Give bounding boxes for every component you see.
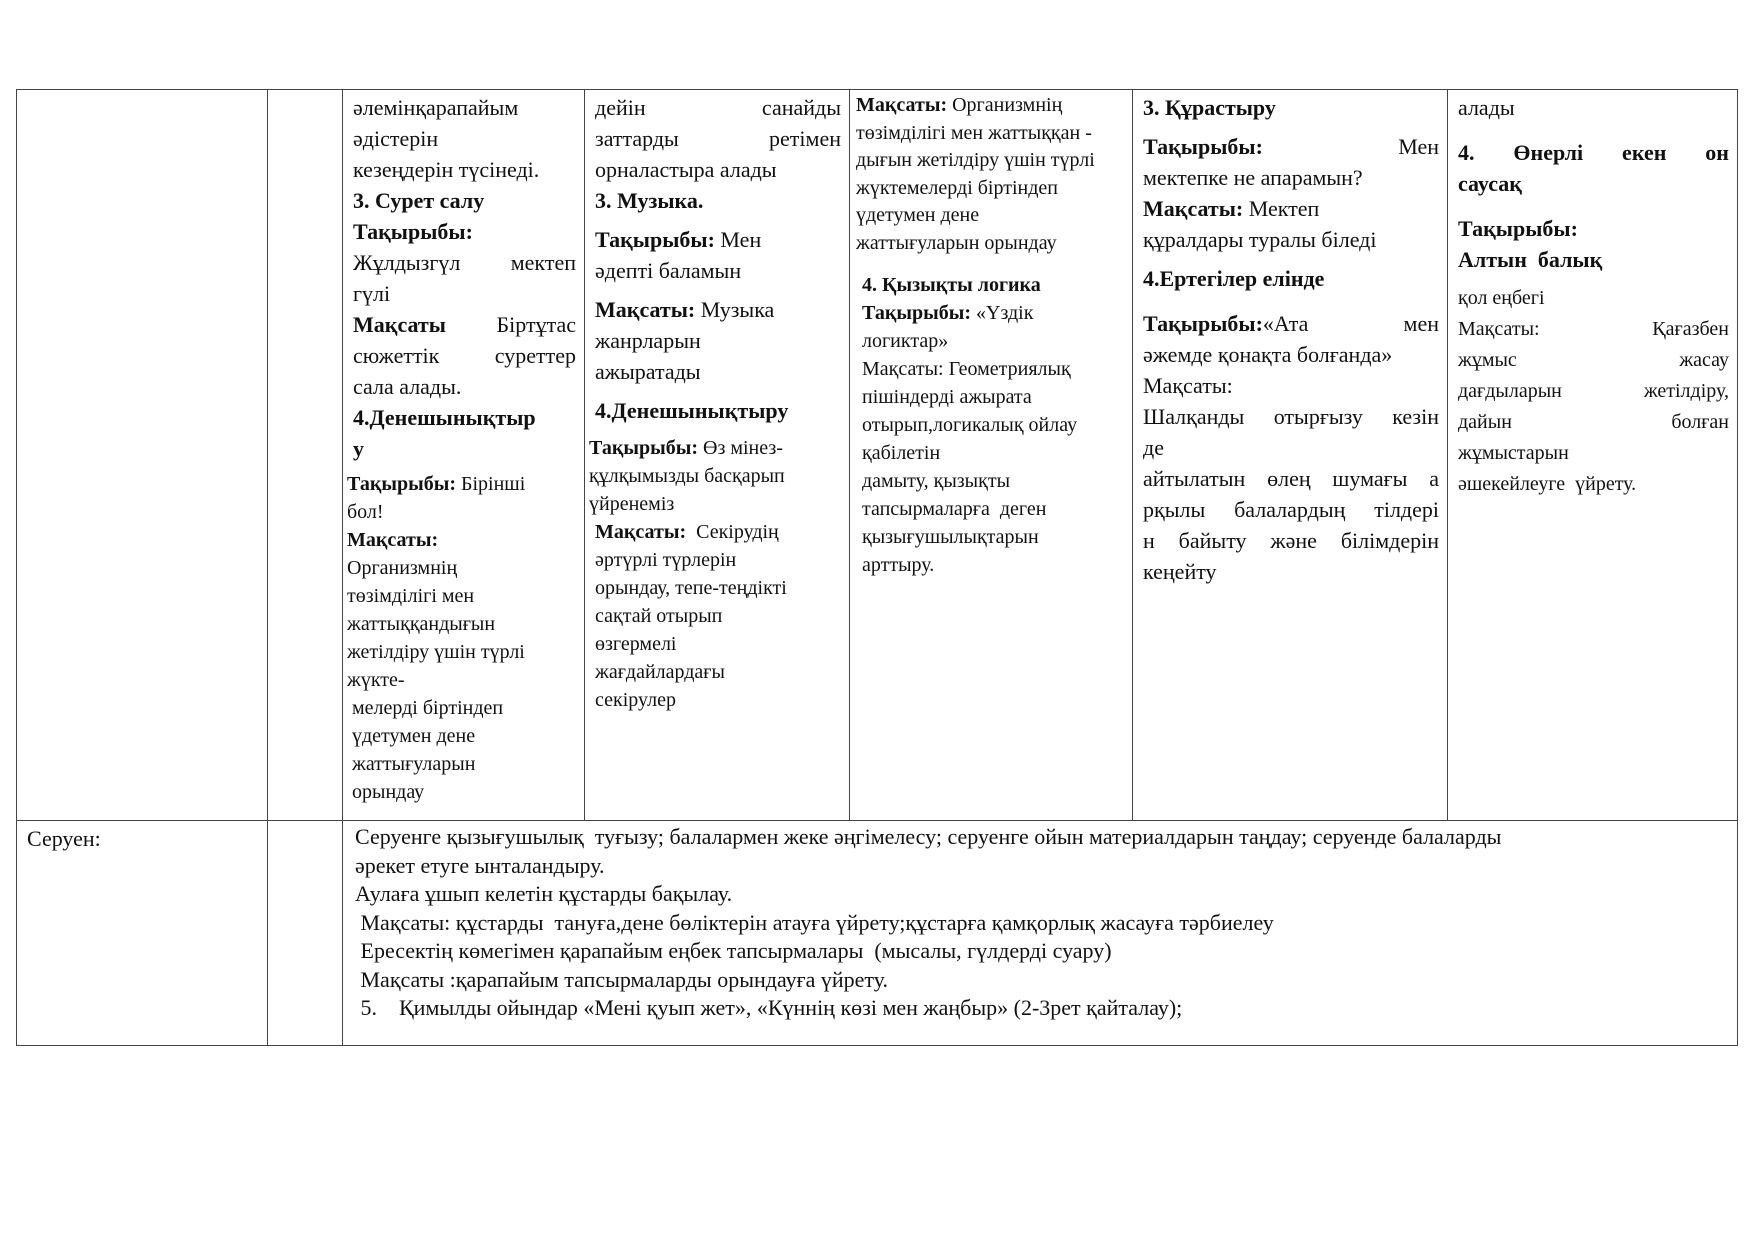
- day-cell-3: [850, 90, 1133, 821]
- text-line: 4. Қызықты логика: [862, 274, 1041, 296]
- walk-label: Серуен:: [27, 826, 101, 851]
- plan-table: [16, 89, 1738, 1046]
- text-line: орындау, тепе-теңдікті: [595, 577, 787, 599]
- text-line: Мақсаты: Организмнің: [856, 94, 1063, 116]
- text-line: үйренеміз: [589, 493, 675, 515]
- text-line: жетілдіру үшін түрлі: [347, 641, 525, 663]
- text-line: 4. Өнерлі екен он: [1458, 140, 1729, 165]
- text-line: 4.Ертегілер елінде: [1143, 266, 1325, 291]
- text-line: жаттығуларын: [347, 753, 476, 775]
- text-line: дағдыларын жетілдіру,: [1458, 380, 1729, 402]
- text-line: Организмнің: [347, 557, 458, 579]
- text-line: жанрларын: [595, 328, 701, 353]
- text-line: саусақ: [1458, 171, 1522, 196]
- text-line: Алтын балық: [1458, 247, 1603, 272]
- text-line: әрекет етуге ынталандыру.: [355, 852, 605, 878]
- text-line: әшекейлеуге үйрету.: [1458, 473, 1637, 495]
- text-line: мектепке не апарамын?: [1143, 165, 1363, 190]
- text-line: Тақырыбы:: [353, 219, 473, 244]
- walk-label-cell: [17, 821, 268, 1046]
- day-cell-4: [1133, 90, 1448, 821]
- lines: [595, 294, 841, 387]
- walk-content-cell: [343, 821, 1738, 1046]
- text-line: Тақырыбы: Бірінші: [347, 473, 526, 495]
- row-label-cell: [17, 90, 268, 821]
- text-line: жаттыққандығын: [347, 613, 496, 635]
- lines: [1458, 92, 1729, 123]
- text-line: гүлі: [353, 281, 391, 306]
- text-line: орындау: [347, 781, 425, 803]
- lines: [856, 92, 1124, 257]
- text-line: Тақырыбы:: [1458, 216, 1578, 241]
- text-line: Тақырыбы: «Үздік: [862, 302, 1034, 324]
- text-line: әжемде қонақта болғанда»: [1143, 342, 1393, 367]
- text-line: төзімділігі мен жаттыққан -: [856, 121, 1092, 144]
- text-line: Мақсаты Біртұтас: [353, 312, 576, 337]
- text-line: н байыту және білімдерін: [1143, 528, 1439, 553]
- lines: [1143, 263, 1439, 294]
- text-line: дайын болған: [1458, 411, 1729, 433]
- text-line: 3. Сурет салу: [353, 188, 485, 213]
- text-line: Мақсаты: Музыка: [595, 297, 775, 322]
- text-line: Серуенге қызығушылық туғызу; балалармен жеке әңгімелесу; серуенге ойын материалдарын таңдау; серуенде балаларды: [355, 824, 1502, 849]
- text-line: Мақсаты: Мектеп: [1143, 196, 1320, 221]
- text-line: жұмыстарын: [1458, 442, 1569, 464]
- activities-row: [17, 90, 1738, 821]
- text-line: Мақсаты :қарапайым тапсырмаларды орындауға үйрету.: [355, 966, 889, 992]
- text-line: құралдары туралы біледі: [1143, 227, 1377, 252]
- text-line: кеңейту: [1143, 559, 1217, 584]
- lines: [347, 470, 576, 806]
- text-line: қабілетін: [862, 442, 941, 464]
- text-line: төзімділігі мен: [347, 585, 475, 607]
- text-line: айтылатын өлең шумағы а: [1143, 466, 1439, 491]
- text-line: сала алады.: [353, 374, 462, 399]
- text-line: әдістерін: [353, 126, 439, 151]
- text-line: сюжеттік суреттер: [353, 343, 576, 368]
- text-line: сақтай отырып: [595, 605, 723, 627]
- text-line: Тақырыбы:«Ата мен: [1143, 311, 1439, 336]
- text-line: Тақырыбы: Мен: [1143, 134, 1439, 159]
- text-line: кезеңдерін түсінеді.: [353, 157, 540, 182]
- text-line: заттарды ретімен: [595, 126, 841, 151]
- lines: [589, 434, 841, 518]
- text-line: бол!: [347, 501, 384, 523]
- lines: [353, 92, 576, 464]
- text-line: Мақсаты:: [347, 529, 439, 551]
- text-line: құлқымызды басқарып: [589, 465, 785, 487]
- text-line: Мақсаты: құстарды тануға,дене бөліктерін атауға үйрету;құстарға қамқорлық жасауға тәрбиелеу: [355, 909, 1274, 935]
- text-line: дамыту, қызықты: [862, 470, 1011, 492]
- lines: [595, 224, 841, 286]
- text-line: жүктемелерді біртіндеп: [856, 176, 1058, 199]
- day-cell-5: [1448, 90, 1738, 821]
- lines: [1458, 283, 1729, 500]
- lines: [1143, 131, 1439, 255]
- lines: [595, 518, 841, 714]
- lines: [343, 821, 1737, 1045]
- text-line: ажыратады: [595, 359, 701, 384]
- text-line: жағдайлардағы: [595, 661, 725, 683]
- text-line: арттыру.: [862, 554, 935, 576]
- text-line: секірулер: [595, 689, 676, 711]
- text-line: жүкте-: [347, 669, 405, 691]
- text-line: үдетумен дене: [347, 725, 476, 747]
- text-line: Мақсаты: Секірудің: [595, 521, 779, 543]
- text-line: Тақырыбы: Өз мінез-: [589, 437, 783, 459]
- text-line: орналастыра алады: [595, 157, 777, 182]
- lines: [595, 92, 841, 216]
- text-line: жаттығуларын орындау: [856, 231, 1057, 254]
- day-cell-1: [343, 90, 585, 821]
- text-line: жұмыс жасау: [1458, 349, 1729, 371]
- text-line: Жұлдызгүл мектеп: [353, 250, 576, 275]
- walk-row: [17, 821, 1738, 1046]
- text-line: әдепті баламын: [595, 258, 742, 283]
- text-line: логиктар»: [862, 330, 949, 352]
- text-line: Мақсаты: Геометриялық: [862, 358, 1071, 380]
- lines: [856, 271, 1124, 579]
- text-line: 4.Денешынықтыр: [353, 405, 536, 430]
- text-line: дығын жетілдіру үшін түрлі: [856, 149, 1095, 171]
- lines: [1143, 92, 1439, 123]
- lines: [1458, 137, 1729, 199]
- text-line: де: [1143, 435, 1164, 460]
- text-line: 3. Музыка.: [595, 188, 704, 213]
- lines: [595, 395, 841, 426]
- text-line: Аулаға ұшып келетін құстарды бақылау.: [355, 881, 733, 906]
- text-line: тапсырмаларға деген: [862, 498, 1047, 520]
- text-line: алады: [1458, 95, 1515, 120]
- text-line: Тақырыбы: Мен: [595, 227, 762, 252]
- text-line: у: [353, 436, 364, 461]
- text-line: пішіндерді ажырата: [862, 386, 1032, 408]
- blank-cell: [268, 821, 343, 1046]
- day-cell-2: [585, 90, 850, 821]
- text-line: өзгермелі: [595, 633, 677, 655]
- text-line: мелерді біртіндеп: [347, 697, 504, 719]
- text-line: Ересектің көмегімен қарапайым еңбек тапсырмалары (мысалы, гүлдерді суару): [355, 938, 1112, 963]
- lines: [1143, 308, 1439, 587]
- text-line: рқылы балалардың тілдері: [1143, 497, 1439, 522]
- text-line: қол еңбегі: [1458, 287, 1545, 309]
- text-line: қызығушылықтарын: [862, 526, 1039, 548]
- text-line: 5. Қимылды ойындар «Мені қуып жет», «Күннің көзі мен жаңбыр» (2-3рет қайталау);: [355, 995, 1183, 1020]
- text-line: отырып,логикалық ойлау: [862, 414, 1078, 436]
- text-line: дейін санайды: [595, 95, 841, 120]
- text-line: 4.Денешынықтыру: [595, 398, 789, 423]
- text-line: әлемінқарапайым: [353, 95, 519, 120]
- text-line: үдетумен дене: [856, 204, 980, 226]
- text-line: Мақсаты: Қағазбен: [1458, 318, 1729, 340]
- text-line: 3. Құрастыру: [1143, 95, 1276, 120]
- lines: [1458, 213, 1729, 275]
- text-line: әртүрлі түрлерін: [595, 549, 737, 571]
- blank-cell: [268, 90, 343, 821]
- text-line: Шалқанды отырғызу кезін: [1143, 404, 1439, 429]
- text-line: Мақсаты:: [1143, 373, 1233, 398]
